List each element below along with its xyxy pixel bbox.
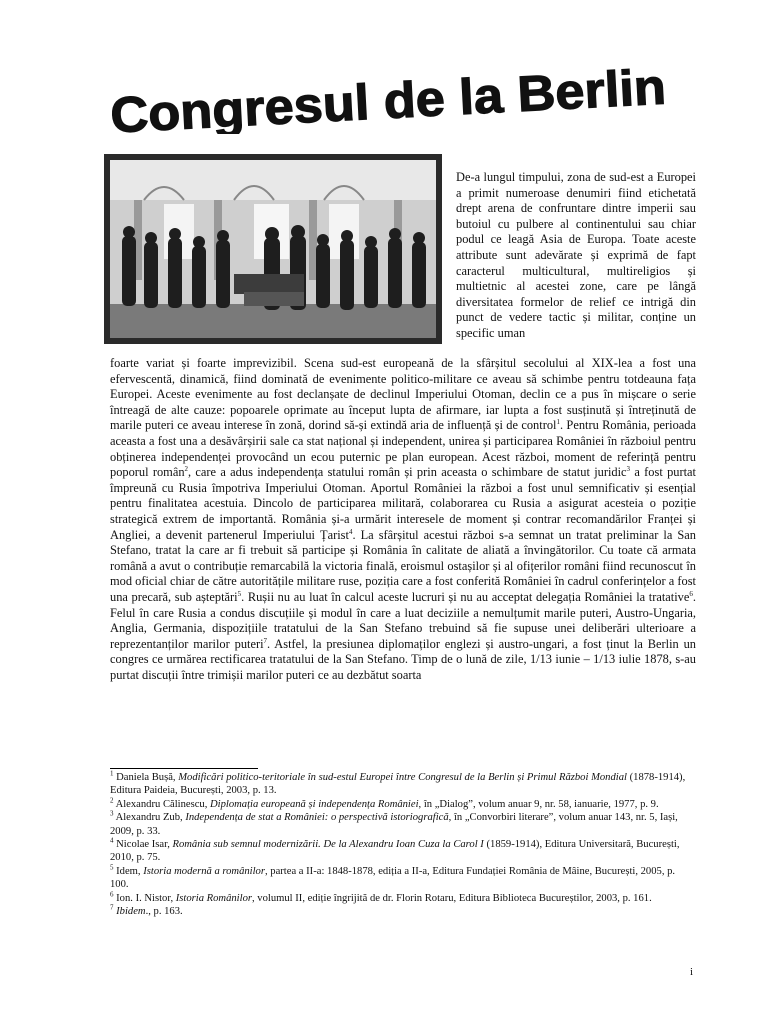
footnote-title: Modificări politico-teritoriale în sud-estul Europei între Congresul de la Berlin și Primul Război Mondial [178, 772, 627, 783]
footnote-title: Istoria Românilor [175, 892, 252, 904]
footnote-text: Idem, [116, 865, 144, 877]
body-segment: , care a adus independența statului român și prin aceasta o schimbare de statut juridic [188, 465, 627, 480]
footnote-text: Alexandru Zub, [115, 812, 186, 824]
footnote-ref: 3 [626, 465, 631, 474]
footnote [110, 905, 696, 918]
footnote-text: (1859-1914), Editura Universitară, București, 2010, p. 75. [110, 839, 680, 864]
body-segment: . Felul în care Rusia a condus discuțiile și modul în care a luat deciziile a nemulțumit marile puteri, Austro-Ungaria, Anglia, Germania, dispozițiile tratatului de la San Stefano trebuind să fie supuse unei deliberări ulterioare a reprezentanților marilor puteri [110, 589, 696, 651]
body-paragraph [110, 356, 696, 683]
footnote-text: , volumul II, ediție îngrijită de dr. Florin Rotaru, Editura Biblioteca Bucureștilor, 2003, p. 161. [252, 892, 652, 904]
congress-painting [104, 154, 442, 344]
footnote-number: 4 [110, 836, 114, 845]
footnote [110, 865, 696, 892]
intro-paragraph [456, 170, 696, 342]
footnote-title: Diplomația europeană și independența României [210, 798, 419, 810]
body-segment: . Pentru România, perioada aceasta a fost una a desăvârșirii sale ca stat național și independent, unirea și participarea României în războiul pentru obținerea independenței provocând un ecou puternic pe plan european. Acest război, moment de referință pentru poporul român [110, 418, 696, 480]
footnote-number: 7 [110, 903, 114, 912]
footnote-text: ., p. 163. [145, 906, 183, 918]
footnote-text: , partea a II-a: 1848-1878, ediția a II-a, Editura Fundației România de Mâine, București, 2005, p. 100. [110, 865, 676, 891]
footnote-ref: 5 [237, 589, 242, 598]
footnote [110, 771, 696, 798]
footnote [110, 838, 696, 865]
footnote-number: 3 [110, 809, 114, 818]
page-title [108, 64, 668, 134]
footnote-ref: 7 [263, 636, 268, 645]
intro-text: De-a lungul timpului, zona de sud-est a Europei a primit numeroase denumiri fiind etichetată drept arena de confruntare dintre imperii sau butoiul cu pulbere al continentului sau chiar podul ce leagă Asia de Europa. Toate aceste attribute sunt adevărate și exprimă de fapt caracterul multicultural, multireligios și multietnic al acestei zone, care pe lângă diversitatea formelor de relief ce intrigă din punct de vedere tactic și militar, conține un specific uman [456, 170, 696, 340]
footnote-number: 5 [110, 863, 114, 872]
footnote-title: Istoria modernă a românilor [143, 865, 265, 877]
footnote-text: (1878-1914), Editura Paideia, București, 2003, p. 13. [110, 772, 686, 797]
footnote-number: 2 [110, 796, 114, 805]
body-text [110, 356, 696, 683]
footnote [110, 892, 696, 905]
footnote-separator [110, 768, 258, 769]
footnote-text: Nicolae Isar, [116, 839, 173, 851]
page-number: i [690, 966, 694, 978]
footnote-number: 1 [110, 769, 114, 778]
footnote-text: , în „Dialog”, volum anuar 9, nr. 58, ianuarie, 1977, p. 9. [418, 798, 659, 810]
footnote-text: , în „Convorbiri literare”, volum anuar 143, nr. 5, Iași, 2009, p. 33. [110, 812, 678, 837]
footnote-ref: 2 [184, 465, 189, 474]
body-segment: . Rușii nu au luat în calcul aceste lucruri și nu au acceptat delegația României la tratative [241, 589, 690, 604]
footnote-number: 6 [110, 890, 114, 899]
body-segment: . La sfârșitul acestui război s-a semnat un tratat preliminar la San Stefano, tratat la care ar fi trebuit să participe și România în calitate de aliată a învingătorilor. Cu toate că armata română a avut o contribuție remarcabilă la victoria finală, eroismul ostașilor și al ofițerilor români fiind recunoscut în mod oficial chiar de către autoritățile militare ruse, poziția care a fost conferită României în cadrul conferințelor a fost una precară, sub așteptări [110, 527, 696, 604]
footnote-title: Independența de stat a României: o perspectivă istoriografică [185, 812, 449, 824]
body-segment: . Astfel, la presiunea diplomaților englezi și austro-ungari, a fost ținut la Berlin un congres ce urmărea rectificarea tratatului de la San Stefano. Timp de o lună de zile, 1/13 iunie – 1/13 iulie 1878, s-au purtat discuții între trimișii marilor puteri ce au dezbătut soarta [110, 636, 696, 682]
footnotes [110, 771, 696, 918]
footnote-ref: 6 [689, 589, 693, 598]
body-segment: foarte variat și foarte imprevizibil. Scena sud-est europeană de la sfârșitul secolului al XIX-lea a fost una efervescentă, dinamică, fiind dominată de evenimente politico-militare ce aveau să schimbe pentru totdeauna fața Europei. Aceste evenimente au fost declanșate de declinul Imperiului Otoman, declin ce a pus în mișcare o serie întreagă de alte cauze: popoarele oprimate au început lupta de afirmare, iar lupta a fost susținută și întreținută de marile puteri ce aveau interese în zonă, dorind să-și extindă aria de influență și de control [110, 356, 696, 433]
footnote-title: Ibidem [116, 906, 146, 918]
footnote [110, 811, 696, 838]
body-segment: a fost purtat împreună cu Rusia împotriva Imperiului Otoman. Aportul României la război a fost unul semnificativ și esențial pentru finalitatea acestuia. Dincolo de participarea militară, colaborarea cu Rusia a asigurat acesteia o poziție strategică extrem de importantă. România și-a urmărit interesele de moment și contrar recomandărilor Franței și Angliei, a devenit partenerul Imperiului Țarist [110, 465, 696, 542]
footnote-text: Daniela Bușă, [116, 772, 179, 783]
footnote [110, 798, 696, 811]
footnote-title: România sub semnul modernizării. De la Alexandru Ioan Cuza la Carol I [172, 839, 484, 851]
footnote-ref: 4 [348, 527, 353, 536]
footnote-text: Alexandru Călinescu, [115, 798, 211, 810]
title-text: Congresul de la Berlin [109, 64, 642, 134]
footnote-text: Ion. I. Nistor, [116, 892, 176, 904]
footnote-ref: 1 [556, 418, 560, 427]
